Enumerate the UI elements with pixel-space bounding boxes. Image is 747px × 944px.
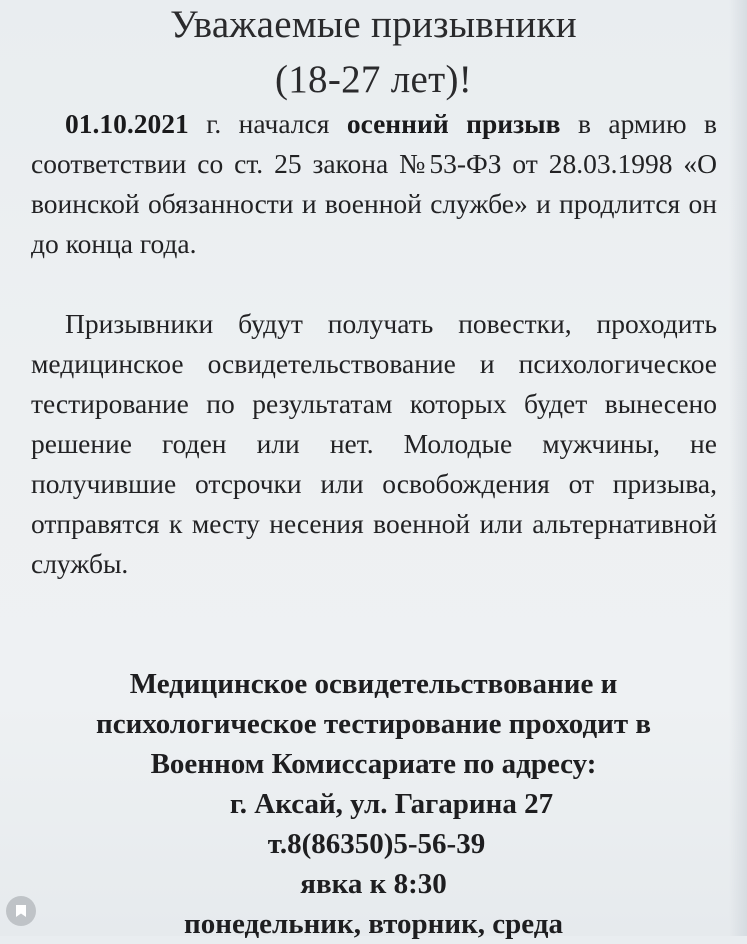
bookmark-glyph xyxy=(15,904,27,918)
start-date: 01.10.2021 xyxy=(65,108,189,139)
medical-exam-info xyxy=(0,664,747,944)
paragraph-conscription-start xyxy=(31,104,717,264)
paragraph1-text-a: г. начался xyxy=(188,108,347,139)
exam-days: понедельник, вторник, среда xyxy=(184,908,563,940)
autumn-conscription-phrase: осенний призыв xyxy=(346,108,561,139)
paragraph-conscript-duties xyxy=(31,304,717,584)
paragraph1-text-b: в армию в соответствии со ст. 25 закона №53-ФЗ от 28.03.1998 «О воинской обязанности и военной службе» и продлится он до конца года. xyxy=(31,108,717,259)
bookmark-icon[interactable] xyxy=(6,896,36,926)
notice-title: Уважаемые призывники xyxy=(170,3,577,46)
info-line-1: Медицинское освидетельствование и xyxy=(129,668,618,700)
phone-number: т.8(86350)5-56-39 xyxy=(267,828,486,860)
info-line-3: Военном Комиссариате по адресу: xyxy=(150,748,597,780)
notice-subtitle-age: (18-27 лет)! xyxy=(274,58,473,101)
address: г. Аксай, ул. Гагарина 27 xyxy=(229,788,554,820)
arrival-time: явка к 8:30 xyxy=(300,868,447,900)
paragraph2-text: Призывники будут получать повестки, проходить медицинское освидетельствование и психологическое тестирование по результатам которых будет вынесено решение годен или нет. Молодые мужчины, не получившие отсрочки или освобождения от призыва, отправятся к месту несения военной или альтернативной службы. xyxy=(31,308,717,579)
info-line-2: психологическое тестирование проходит в xyxy=(96,708,651,740)
